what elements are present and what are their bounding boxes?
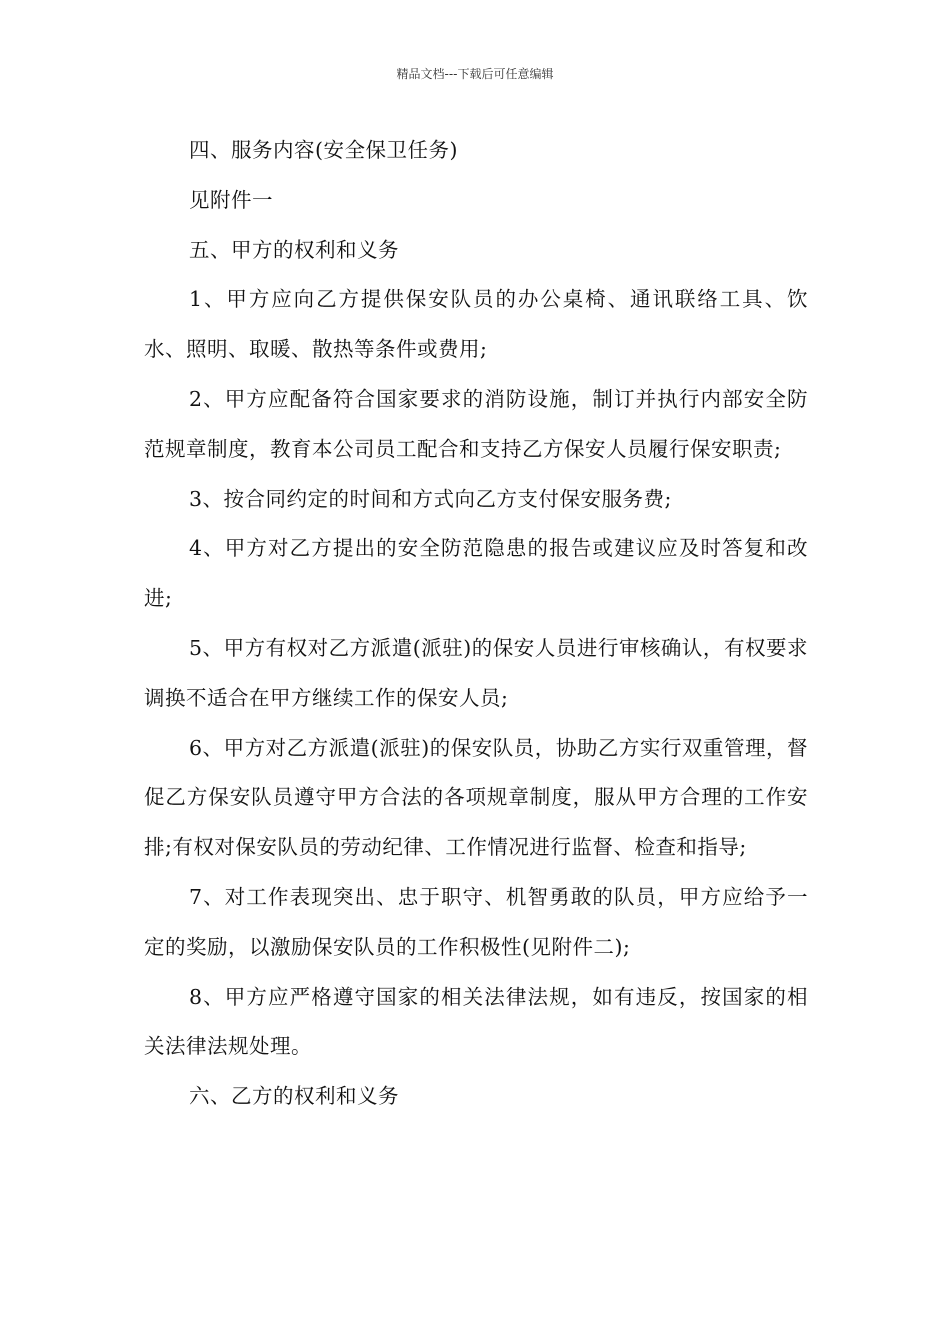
clause-4: 4、甲方对乙方提出的安全防范隐患的报告或建议应及时答复和改进; <box>144 536 808 611</box>
document-body <box>144 126 808 1122</box>
clause-1: 1、甲方应向乙方提供保安队员的办公桌椅、通讯联络工具、饮水、照明、取暖、散热等条件或费用; <box>144 287 808 362</box>
clause-7: 7、对工作表现突出、忠于职守、机智勇敢的队员，甲方应给予一定的奖励，以激励保安队员的工作积极性(见附件二); <box>144 884 808 959</box>
section-heading-party-b-rights: 六、乙方的权利和义务 <box>189 1084 399 1109</box>
clause-5: 5、甲方有权对乙方派遣(派驻)的保安人员进行审核确认，有权要求调换不适合在甲方继续工作的保安人员; <box>144 635 808 710</box>
section-heading-service-content: 四、服务内容(安全保卫任务) <box>189 138 458 162</box>
clause-3: 3、按合同约定的时间和方式向乙方支付保安服务费; <box>189 486 672 511</box>
clause-2: 2、甲方应配备符合国家要求的消防设施，制订并执行内部安全防范规章制度，教育本公司员工配合和支持乙方保安人员履行保安职责; <box>144 386 808 461</box>
clause-8: 8、甲方应严格遵守国家的相关法律法规，如有违反，按国家的相关法律法规处理。 <box>144 984 808 1059</box>
section-heading-party-a-rights: 五、甲方的权利和义务 <box>189 237 399 262</box>
clause-6: 6、甲方对乙方派遣(派驻)的保安队员，协助乙方实行双重管理，督促乙方保安队员遵守甲方合法的各项规章制度，服从甲方合理的工作安排;有权对保安队员的劳动纪律、工作情况进行监督、检查和指导; <box>144 735 808 860</box>
paragraph-see-attachment: 见附件一 <box>189 187 273 212</box>
page-header: 精品文档---下载后可任意编辑 <box>396 67 554 81</box>
